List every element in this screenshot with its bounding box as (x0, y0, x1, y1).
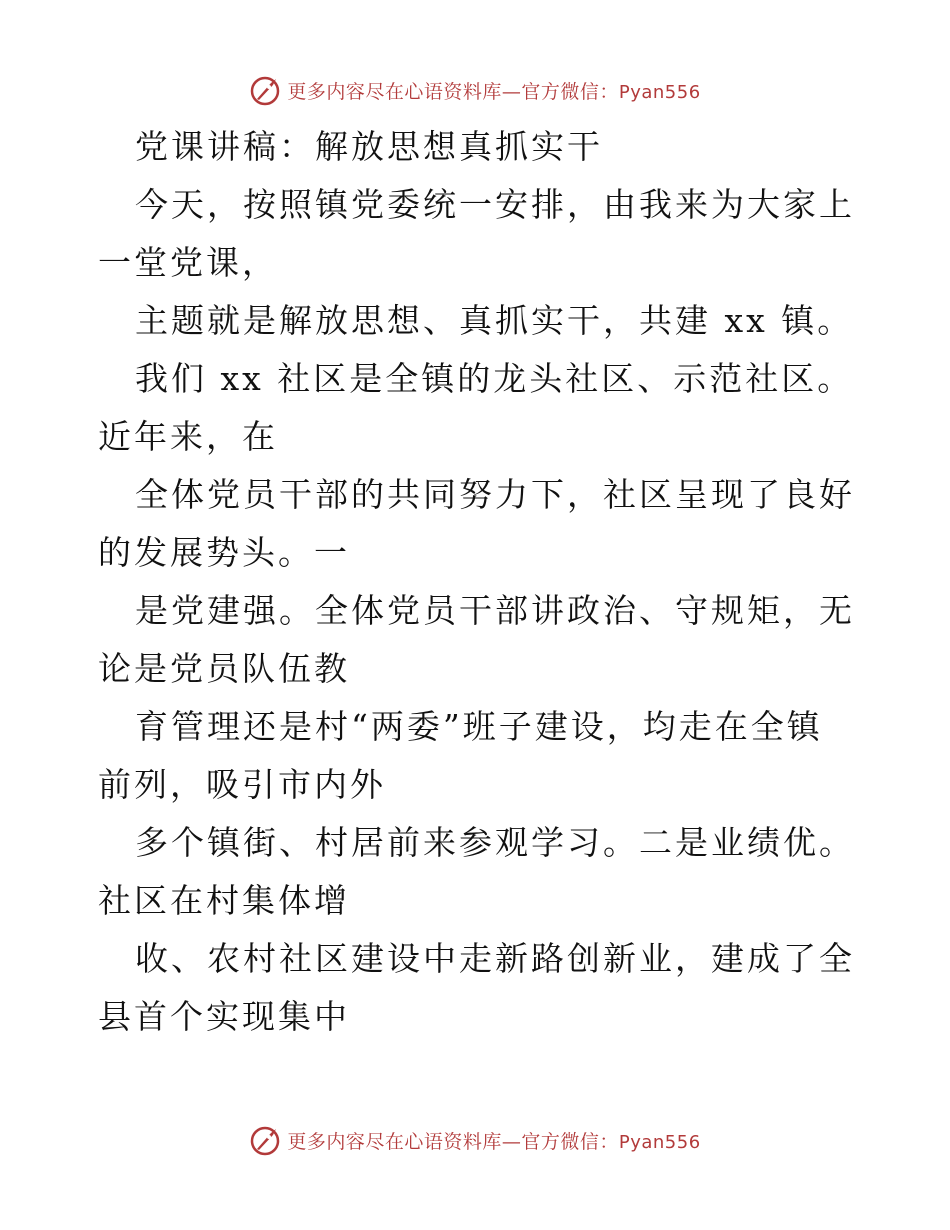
banner-text: 更多内容尽在心语资料库—官方微信：Pyan556 (287, 1130, 701, 1153)
pen-logo-icon (249, 1123, 283, 1157)
paragraph: 多个镇街、村居前来参观学习。二是业绩优。社区在村集体增 (98, 823, 855, 920)
paragraph: 全体党员干部的共同努力下，社区呈现了良好的发展势头。一 (98, 475, 855, 572)
pen-logo-icon (249, 73, 283, 107)
header-banner (0, 70, 950, 110)
paragraph: 今天，按照镇党委统一安排，由我来为大家上一堂党课， (98, 185, 855, 282)
paragraph: 是党建强。全体党员干部讲政治、守规矩，无论是党员队伍教 (98, 591, 855, 688)
paragraph: 主题就是解放思想、真抓实干，共建 xx 镇。 (135, 301, 854, 340)
banner-text: 更多内容尽在心语资料库—官方微信：Pyan556 (287, 80, 701, 103)
footer-banner (0, 1120, 950, 1160)
document-body (98, 118, 858, 1046)
paragraph: 育管理还是村“两委”班子建设，均走在全镇前列，吸引市内外 (98, 707, 823, 804)
paragraph: 我们 xx 社区是全镇的龙头社区、示范社区。近年来，在 (98, 359, 854, 456)
doc-title: 党课讲稿：解放思想真抓实干 (135, 127, 603, 166)
paragraph: 收、农村社区建设中走新路创新业，建成了全县首个实现集中 (98, 939, 855, 1036)
